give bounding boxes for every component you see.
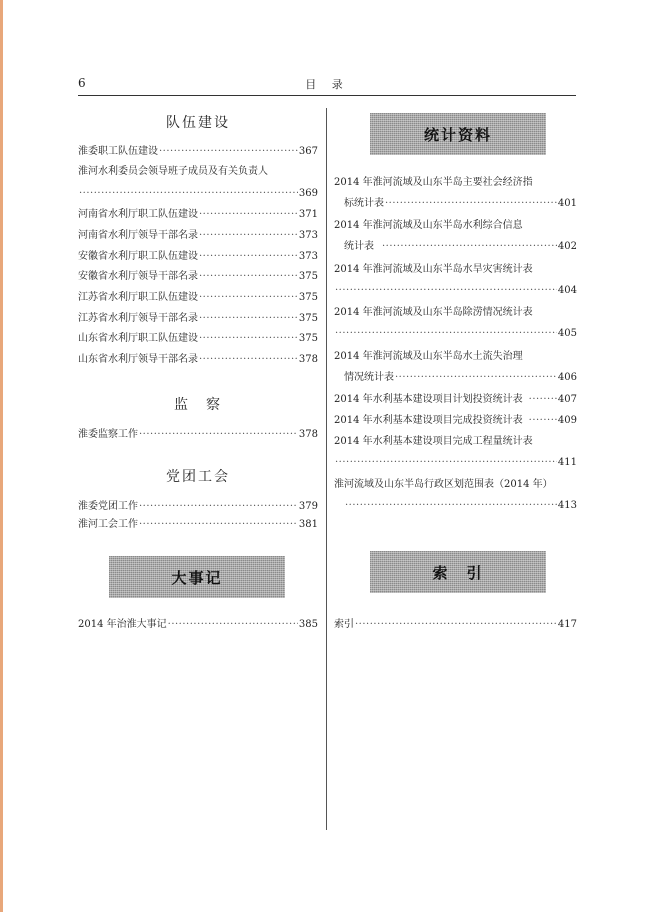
toc-entry[interactable]: 淮委党团工作 ····· 379 <box>78 500 318 514</box>
toc-entry[interactable]: 山东省水利厅领导干部名录 ····· 378 <box>78 353 318 367</box>
toc-entry[interactable]: 索引 ····· 417 <box>334 618 577 632</box>
toc-entry[interactable]: 2014 年淮河流域及山东半岛水土流失治理 情况统计表 ····· 406 <box>334 350 577 385</box>
toc-entry[interactable]: 淮河流域及山东半岛行政区划范围表（2014 年） ····· 413 <box>334 478 577 513</box>
section-banner-index: 索 引 <box>370 551 546 593</box>
toc-entry[interactable]: 江苏省水利厅领导干部名录 ····· 375 <box>78 312 318 326</box>
header-rule <box>78 95 576 96</box>
section-title-supervision: 监 察 <box>174 397 222 413</box>
section-title-party: 党团工会 <box>166 469 230 485</box>
section-banner-statistics: 统计资料 <box>370 113 546 155</box>
toc-entry[interactable]: 2014 年淮河流域及山东半岛主要社会经济指 标统计表 ····· 401 <box>334 176 577 211</box>
toc-entry[interactable]: 2014 年水利基本建设项目计划投资统计表 ····· 407 <box>334 393 577 407</box>
toc-entry[interactable]: 山东省水利厅职工队伍建设 ····· 375 <box>78 332 318 346</box>
toc-entry[interactable]: 2014 年淮河流域及山东半岛水旱灾害统计表 ····· 404 <box>334 263 577 298</box>
page-edge-stripe <box>0 0 3 912</box>
toc-entry[interactable]: 2014 年水利基本建设项目完成投资统计表 ····· 409 <box>334 414 577 428</box>
toc-entry[interactable]: 2014 年淮河流域及山东半岛除涝情况统计表 ····· 405 <box>334 306 577 341</box>
toc-entry[interactable]: 2014 年治淮大事记 ····· 385 <box>78 618 318 632</box>
toc-entry[interactable]: 安徽省水利厅领导干部名录 ····· 375 <box>78 270 318 284</box>
toc-entry[interactable]: 2014 年水利基本建设项目完成工程量统计表 ····· 411 <box>334 435 577 470</box>
page-header <box>78 74 576 94</box>
toc-entry[interactable]: 安徽省水利厅职工队伍建设 ····· 373 <box>78 250 318 264</box>
toc-entry[interactable]: 2014 年淮河流域及山东半岛水利综合信息 统计表 ····· 402 <box>334 219 577 254</box>
running-title: 目 录 <box>305 78 349 91</box>
toc-entry[interactable]: 河南省水利厅职工队伍建设 ····· 371 <box>78 208 318 222</box>
toc-entry[interactable]: 淮河水利委员会领导班子成员及有关负责人 ····· 369 <box>78 165 318 201</box>
toc-entry[interactable]: 河南省水利厅领导干部名录 ····· 373 <box>78 229 318 243</box>
toc-entry[interactable]: 江苏省水利厅职工队伍建设 ····· 375 <box>78 291 318 305</box>
column-divider <box>326 108 327 830</box>
toc-entry[interactable]: 淮委职工队伍建设 ····· 367 <box>78 145 318 159</box>
page-number: 6 <box>78 76 86 90</box>
section-banner-chronicle: 大事记 <box>109 556 285 598</box>
toc-entry[interactable]: 淮委监察工作 ····· 378 <box>78 428 318 442</box>
section-title-team: 队伍建设 <box>166 115 230 131</box>
toc-entry[interactable]: 淮河工会工作 ····· 381 <box>78 518 318 532</box>
